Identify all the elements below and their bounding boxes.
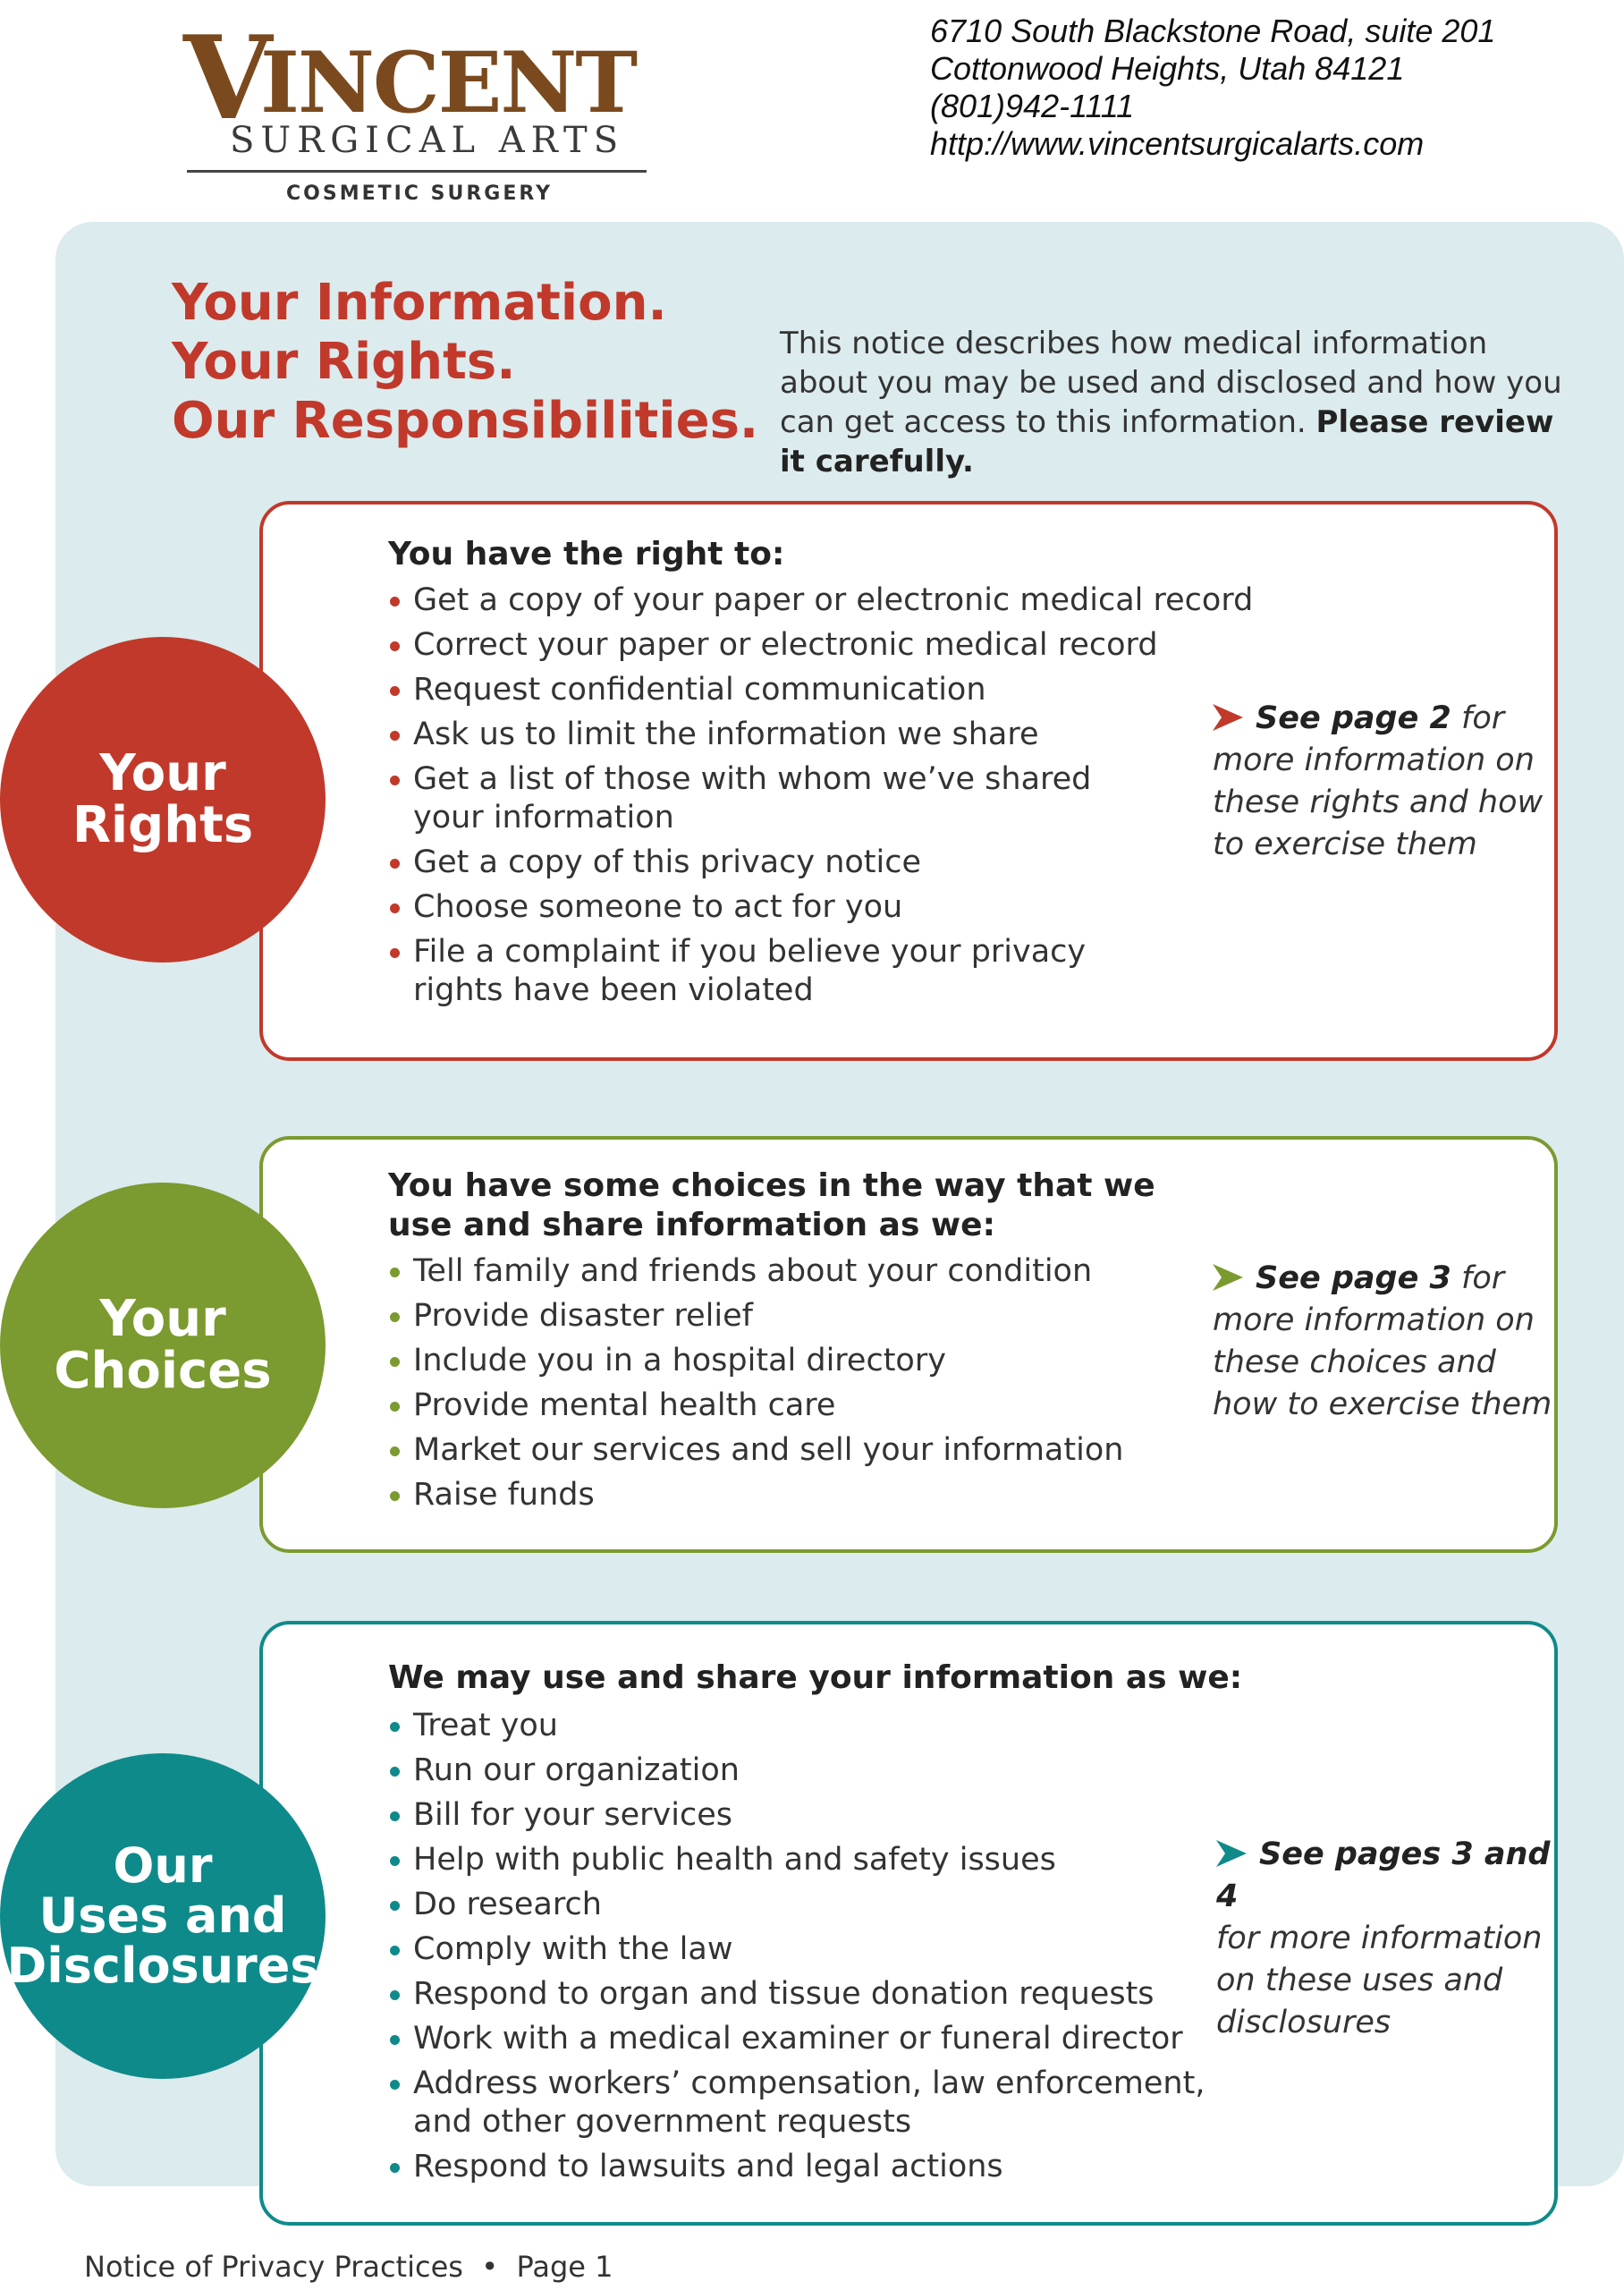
uses-title: We may use and share your information as we: (388, 1659, 1243, 1696)
list-item (388, 1975, 1205, 2014)
notice-body: This notice describes how medical information about you may be used and disclosed and how you can get access to this information. (780, 326, 1562, 440)
list-item (388, 1387, 1123, 1425)
list-item-text: Comply with the law (413, 1931, 733, 1967)
list-item (388, 844, 1253, 882)
uses-see-page-label: See pages 3 and 4 (1216, 1836, 1551, 1914)
list-item-text: Include you in a hospital directory (413, 1343, 946, 1378)
uses-circle (0, 1753, 326, 2079)
choices-circle (0, 1183, 326, 1508)
rights-circle (0, 637, 326, 963)
choices-card (259, 1136, 1558, 1553)
list-item-text: Get a list of those with whom we’ve shared (413, 761, 1092, 797)
footer-separator: • (481, 2250, 499, 2284)
list-item (388, 1930, 1205, 1969)
uses-see-line-1: for more information (1216, 1921, 1543, 1956)
uses-see-line-2: on these uses and (1216, 1963, 1503, 1998)
uses-circle-line-1: Our (113, 1837, 213, 1894)
logo-name: INCENT (260, 34, 637, 132)
choices-list (388, 1252, 1123, 1521)
arrow-right-icon (1213, 1264, 1243, 1291)
list-item (388, 1476, 1123, 1514)
logo-tagline: COSMETIC SURGERY (286, 182, 554, 205)
list-item (388, 2148, 1205, 2186)
list-item-text: Do research (413, 1887, 602, 1922)
choices-see-page (1213, 1258, 1552, 1426)
uses-circle-line-2: Uses and (38, 1887, 287, 1944)
list-item-text: Address workers’ compensation, law enforcement, (413, 2065, 1205, 2101)
rights-see-page-for: for (1451, 700, 1505, 736)
uses-card (259, 1621, 1558, 2226)
rights-see-line-1: more information on (1213, 742, 1535, 778)
list-item (388, 716, 1253, 754)
list-item (388, 888, 1253, 927)
uses-list (388, 1707, 1205, 2192)
rights-title: You have the right to: (388, 536, 785, 572)
logo-subtitle: SURGICAL ARTS (230, 120, 625, 161)
list-item (388, 671, 1253, 709)
rights-see-line-3: to exercise them (1213, 827, 1477, 862)
list-item (388, 1841, 1205, 1879)
list-item-text: Provide mental health care (413, 1387, 836, 1423)
choices-title-line-1: You have some choices in the way that we (388, 1167, 1155, 1204)
list-item (388, 2065, 1205, 2142)
list-item-text: Bill for your services (413, 1797, 732, 1833)
rights-circle-line-1: Your (99, 744, 226, 802)
logo (183, 12, 648, 205)
rights-card (259, 501, 1558, 1061)
rights-circle-line-2: Rights (72, 796, 254, 854)
list-item (388, 933, 1253, 1010)
rights-see-page-label: See page 2 (1256, 700, 1451, 736)
choices-see-line-3: how to exercise them (1213, 1387, 1552, 1422)
list-item-text: Respond to lawsuits and legal actions (413, 2149, 1003, 2184)
list-item-text: Provide disaster relief (413, 1298, 753, 1334)
notice-text (780, 324, 1585, 481)
list-item-text: Raise funds (413, 1477, 595, 1513)
list-item (388, 2020, 1205, 2058)
headline-line-1: Your Information. (172, 274, 667, 332)
rights-see-line-2: these rights and how (1213, 785, 1544, 820)
page-title (172, 274, 758, 451)
choices-title-line-2: use and share information as we: (388, 1207, 995, 1243)
list-item-text: Work with a medical examiner or funeral director (413, 2021, 1183, 2057)
choices-see-line-1: more information on (1213, 1302, 1535, 1338)
list-item (388, 1297, 1123, 1336)
choices-see-page-for: for (1451, 1260, 1505, 1296)
logo-divider (187, 170, 647, 173)
rights-see-page (1213, 698, 1543, 866)
logo-initial: V (183, 12, 269, 146)
choices-see-page-label: See page 3 (1256, 1260, 1451, 1296)
address-website[interactable]: http://www.vincentsurgicalarts.com (930, 125, 1425, 162)
choices-circle-line-2: Choices (54, 1342, 272, 1400)
list-item-text: Tell family and friends about your condition (413, 1253, 1093, 1289)
list-item (388, 1431, 1123, 1470)
choices-see-line-2: these choices and (1213, 1344, 1496, 1380)
uses-see-page (1216, 1834, 1554, 2044)
list-item (388, 1252, 1123, 1291)
uses-see-line-3: disclosures (1216, 2005, 1391, 2040)
list-item-text: Market our services and sell your information (413, 1432, 1124, 1468)
list-item (388, 1707, 1205, 1745)
list-item-text: Choose someone to act for you (413, 889, 903, 925)
list-item (388, 760, 1253, 837)
page-footer (84, 2249, 613, 2285)
address-phone: (801)942-1111 (930, 88, 1135, 124)
rights-list (388, 581, 1253, 1016)
list-item-text: Respond to organ and tissue donation requests (413, 1976, 1155, 2012)
list-item-text: Get a copy of your paper or electronic medical record (413, 582, 1254, 618)
list-item-text: Get a copy of this privacy notice (413, 844, 922, 880)
list-item-text: Correct your paper or electronic medical record (413, 627, 1158, 663)
list-item-text: rights have been violated (413, 972, 814, 1008)
address-city: Cottonwood Heights, Utah 84121 (930, 50, 1405, 87)
footer-doc-name: Notice of Privacy Practices (84, 2250, 463, 2284)
notice-emphasis: Please review it carefully. (780, 404, 1554, 479)
address-street: 6710 South Blackstone Road, suite 201 (930, 13, 1496, 49)
list-item-text: Help with public health and safety issues (413, 1842, 1056, 1878)
list-item (388, 1751, 1205, 1790)
choices-circle-line-1: Your (99, 1290, 226, 1348)
list-item-text: and other government requests (413, 2104, 912, 2140)
address-block (930, 13, 1495, 163)
footer-page-number: Page 1 (516, 2250, 613, 2284)
list-item-text: Treat you (413, 1708, 558, 1743)
list-item (388, 1886, 1205, 1924)
list-item (388, 1342, 1123, 1380)
list-item-text: Ask us to limit the information we share (413, 717, 1039, 752)
list-item-text: Request confidential communication (413, 672, 986, 708)
uses-circle-line-3: Disclosures (6, 1938, 319, 1994)
arrow-right-icon (1213, 704, 1243, 731)
list-item (388, 1796, 1205, 1835)
arrow-right-icon (1216, 1840, 1247, 1867)
list-item-text: Run our organization (413, 1752, 740, 1788)
list-item (388, 581, 1253, 620)
list-item-text: your information (413, 800, 674, 835)
headline-line-2: Your Rights. (172, 333, 516, 391)
list-item-text: File a complaint if you believe your privacy (413, 934, 1087, 970)
list-item (388, 626, 1253, 665)
headline-line-3: Our Responsibilities. (172, 392, 759, 450)
